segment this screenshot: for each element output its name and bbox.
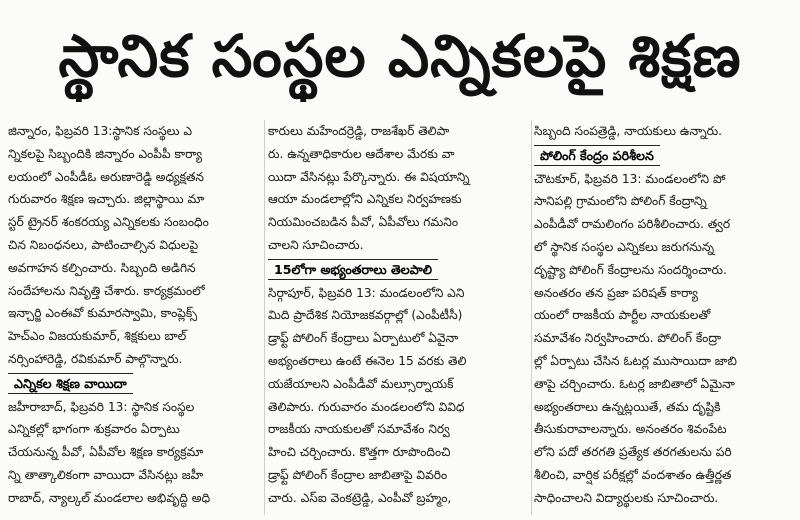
- article-line: లయంలో ఎంపీడీఓ అరుణారెడ్డి అధ్యక్షతన: [8, 169, 204, 184]
- article-line: సమావేశం నిర్వహించారు. పోలింగ్ కేంద్రా: [534, 331, 722, 346]
- subheading: ఎన్నికల శిక్షణ వాయిదా: [8, 373, 133, 394]
- article-line: గురువారం శిక్షణ ఇచ్చారు. జిల్లాస్థాయి మా: [8, 192, 205, 207]
- article-line: చిన నిబంధనలు, పాటించాల్సిన విధులపై: [8, 237, 199, 252]
- article-line: చేయనున్న పీవో, ఏపీవోల శిక్షణ కార్యక్రమా: [8, 445, 204, 460]
- article-line: జిన్నారం, ఫిబ్రవరి 13:స్థానిక సంస్థలు ఎ: [8, 124, 193, 138]
- subheading: పోలింగ్ కేంద్రం పరిశీలన: [534, 145, 660, 166]
- article-line: స్టర్ ట్రైనర్ శంకరయ్య ఎన్నికలకు సంబంధిం: [8, 215, 209, 230]
- article-line: ఎంపీడీవో రామలింగం పరిశీలించారు. త్వర: [534, 217, 731, 232]
- article-line: లో స్థానిక సంస్థల ఎన్నికలు జరుగనున్న: [534, 239, 715, 254]
- article-line: చారు. ఎస్ఐ వెంకట్రెడ్డి, ఎంపీవో బ్రహ్మం,: [268, 490, 452, 505]
- article-line: అభ్యంతరాలు ఉంటే ఈనెల 15 వరకు తెలి: [268, 353, 467, 368]
- article-line: అభ్యంతరాలు ఉన్నట్లయితే, తమ దృష్టికి: [534, 399, 721, 414]
- article-line: యజేయాలని ఎంపీడీవో మల్సూర్నాయక్: [268, 376, 454, 391]
- article-line: ఆయా మండలాల్లోని ఎన్నికల నిర్వహణకు: [268, 192, 462, 207]
- article-line: తెలిపారు. గురువారం మండలంలోని వివిధ: [268, 399, 465, 414]
- column-divider: [264, 120, 265, 515]
- article-line: కారులు మహేందర్రెడ్డి, రాజశేఖర్ తెలిపా: [268, 124, 450, 138]
- subheading-row: [268, 257, 530, 282]
- article-line: అనంతరం తన ప్రజా పరిషత్ కార్యా: [534, 285, 698, 300]
- article-line: నర్సింహారెడ్డి, రవికుమార్ పాల్గొన్నారు.: [8, 351, 183, 366]
- article-line: డ్రాఫ్ట్ పోలింగ్ కేంద్రాల జాబితాపై వివరిం: [268, 467, 448, 482]
- article-column-2: [268, 120, 530, 515]
- column-divider: [531, 120, 532, 515]
- article-line: ఎన్నికల్లో భాగంగా శుక్రవారం ఏర్పాటు: [8, 422, 180, 437]
- article-line: సిబ్బంది సంపత్రెడ్డి, నాయకులు ఉన్నారు.: [534, 124, 722, 138]
- article-line: హెచ్ఎం విజయకుమార్, శిక్షకులు బాల్: [8, 329, 187, 344]
- subheading-row: [8, 371, 270, 396]
- article-line: నియమించబడిన పీవో, ఏపీవోలు గమనిం: [268, 215, 459, 230]
- subheading-row: [534, 143, 796, 168]
- article-line: దృష్ట్యా పోలింగ్ కేంద్రాలను సందర్శించారు.: [534, 262, 727, 277]
- headline: స్థానిక సంస్థల ఎన్నికలపై శిక్షణ: [58, 22, 742, 90]
- article-line: సందేహాలను నివృత్తి చేశారు. కార్యక్రమంలో: [8, 283, 205, 298]
- article-line: చాలని సూచించారు.: [268, 237, 364, 252]
- article-line: సిర్గాపూర్, ఫిబ్రవరి 13: మండలంలోని ఎని: [268, 285, 465, 300]
- article-line: రాబాద్, న్యాల్కల్ మండలాల అభివృద్ధి అధి: [8, 490, 211, 505]
- article-line: డ్రాఫ్ట్ పోలింగ్ కేంద్రాలు ఏర్పాటులో ఏవైనా: [268, 331, 459, 346]
- article-column-1: [8, 120, 270, 515]
- article-line: రాజకీయ నాయకులతో సమావేశం నిర్వ: [268, 422, 450, 437]
- article-line: సానిపల్లి గ్రామంలోని పోలింగ్ కేంద్రాన్ని: [534, 194, 707, 209]
- article-line: తీసుకురావాలన్నారు. అనంతరం శివంపేట: [534, 422, 727, 437]
- subheading: 15లోగా అభ్యంతరాలు తెలపాలి: [268, 259, 438, 280]
- article-line: హించి చర్చించారు. కొత్తగా రూపొందించి: [268, 445, 451, 460]
- article-line: జహీరాబాద్, ఫిబ్రవరి 13: స్థానిక సంస్థల: [8, 399, 195, 414]
- article-line: ఇన్చార్జి ఎంఈవో కుమారస్వామి, కాంప్లెక్స్: [8, 306, 198, 321]
- article-line: రు. ఉన్నతాధికారుల ఆదేశాల మేరకు వా: [268, 146, 455, 161]
- article-line: తాపై చర్చించారు. ఓటర్ల జాబితాలో ఏమైనా: [534, 376, 735, 391]
- article-line: సాధించాలని విద్యార్థులకు సూచించారు.: [534, 490, 719, 505]
- article-line: శీలించి, వార్షిక పరీక్షల్లో వందశాతం ఉత్తీర్ణత: [534, 467, 732, 482]
- article-line: మిది ప్రాదేశిక నియోజకవర్గాల్లో (ఎంపీటీసీ): [268, 308, 463, 323]
- article-line: యిదా వేసినట్లు పేర్కొన్నారు. ఈ విషయాన్ని: [268, 169, 470, 184]
- article-line: లోని పదో తరగతి ప్రత్యేక తరగతులను పరి: [534, 445, 732, 460]
- article-column-3: [534, 120, 796, 515]
- article-line: యంలో రాజకీయ పార్టీల నాయకులతో: [534, 308, 711, 323]
- article-line: అవగాహన కల్పించారు. సిబ్బంది అడిగిన: [8, 260, 196, 275]
- article-line: చౌటకూర్, ఫిబ్రవరి 13: మండలంలోని పో: [534, 171, 726, 186]
- article-line: న్నికలపై సిబ్బందికి జిన్నారం ఎంపీపీ కార్యా: [8, 146, 203, 161]
- article-line: న్ని తాత్కాలికంగా వాయిదా వేసినట్లు జహీ: [8, 467, 204, 482]
- article-line: ల్లో ఏర్పాటు చేసిన ఓటర్ల ముసాయిదా జాబి: [534, 353, 737, 368]
